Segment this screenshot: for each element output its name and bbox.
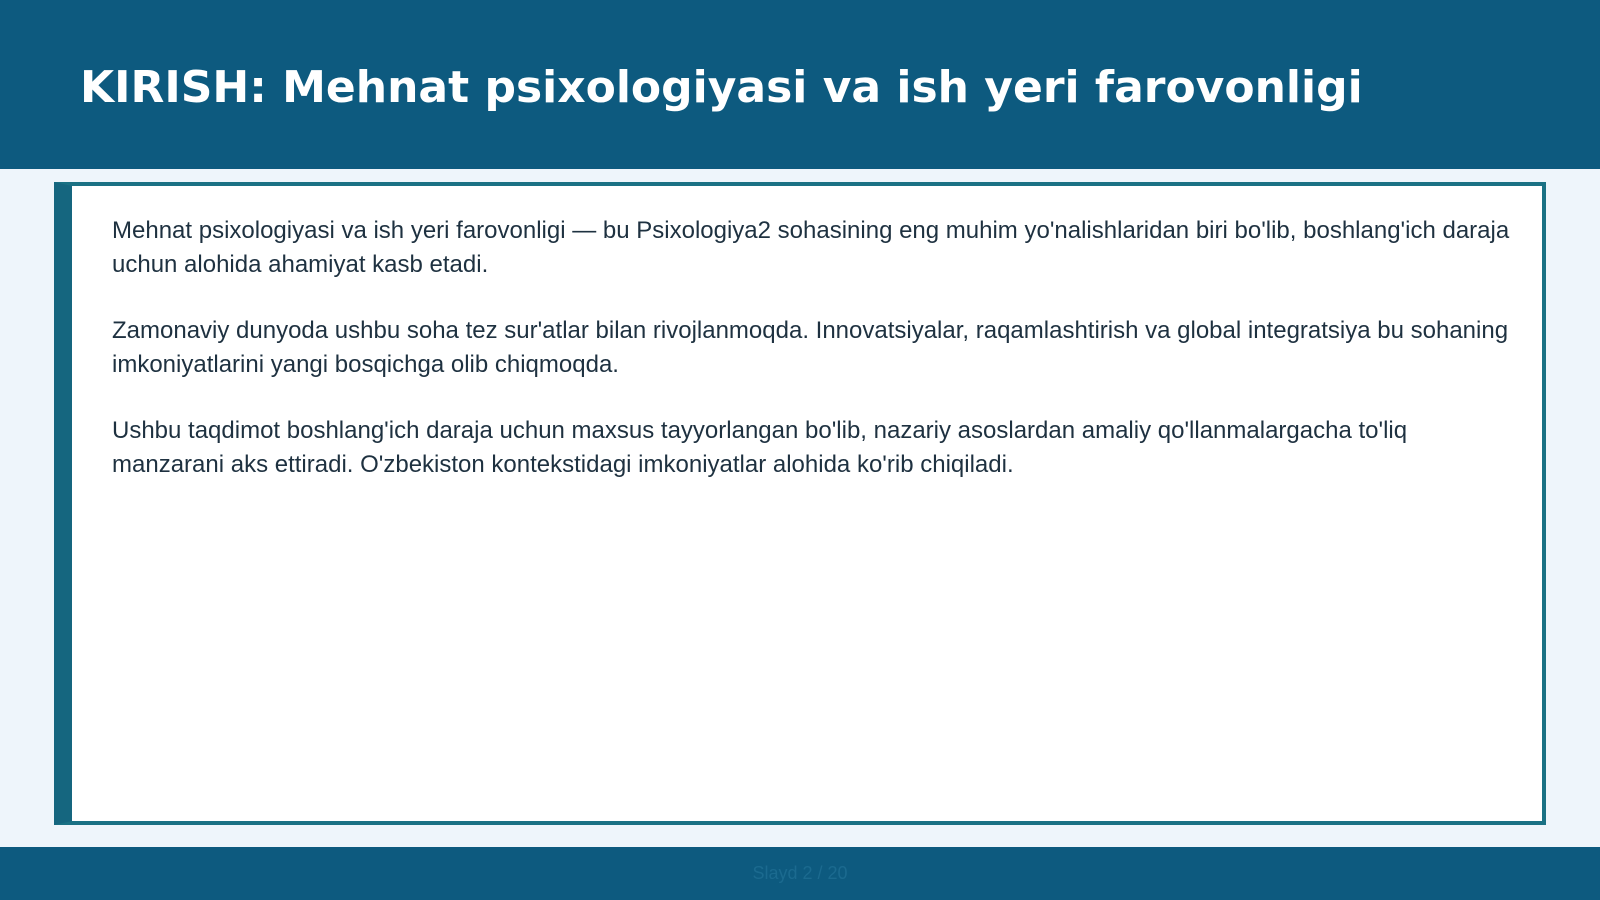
content-card: [54, 182, 1546, 825]
content-body: [112, 214, 1512, 514]
modern-world-paragraph: Zamonaviy dunyoda ushbu soha tez sur'atlar bilan rivojlanmoqda. Innovatsiyalar, raqamlashtirish va global integratsiya bu sohaning imkoniyatlarini yangi bosqichga olib chiqmoqda.: [112, 317, 1509, 378]
slide-number: Slayd 2 / 20: [752, 863, 848, 883]
presentation-scope-paragraph: Ushbu taqdimot boshlang'ich daraja uchun maxsus tayyorlangan bo'lib, nazariy asoslardan amaliy qo'llanmalargacha to'liq manzarani aks ettiradi. O'zbekiston kontekstidagi imkoniyatlar alohida ko'rib chiqiladi.: [112, 417, 1408, 478]
slide-title: KIRISH: Mehnat psixologiyasi va ish yeri farovonligi: [80, 62, 1363, 113]
slide-footer: [0, 847, 1600, 900]
intro-paragraph: Mehnat psixologiyasi va ish yeri farovonligi — bu Psixologiya2 sohasining eng muhim yo'nalishlaridan biri bo'lib, boshlang'ich daraja uchun alohida ahamiyat kasb etadi.: [112, 217, 1510, 278]
slide-header: [0, 0, 1600, 169]
